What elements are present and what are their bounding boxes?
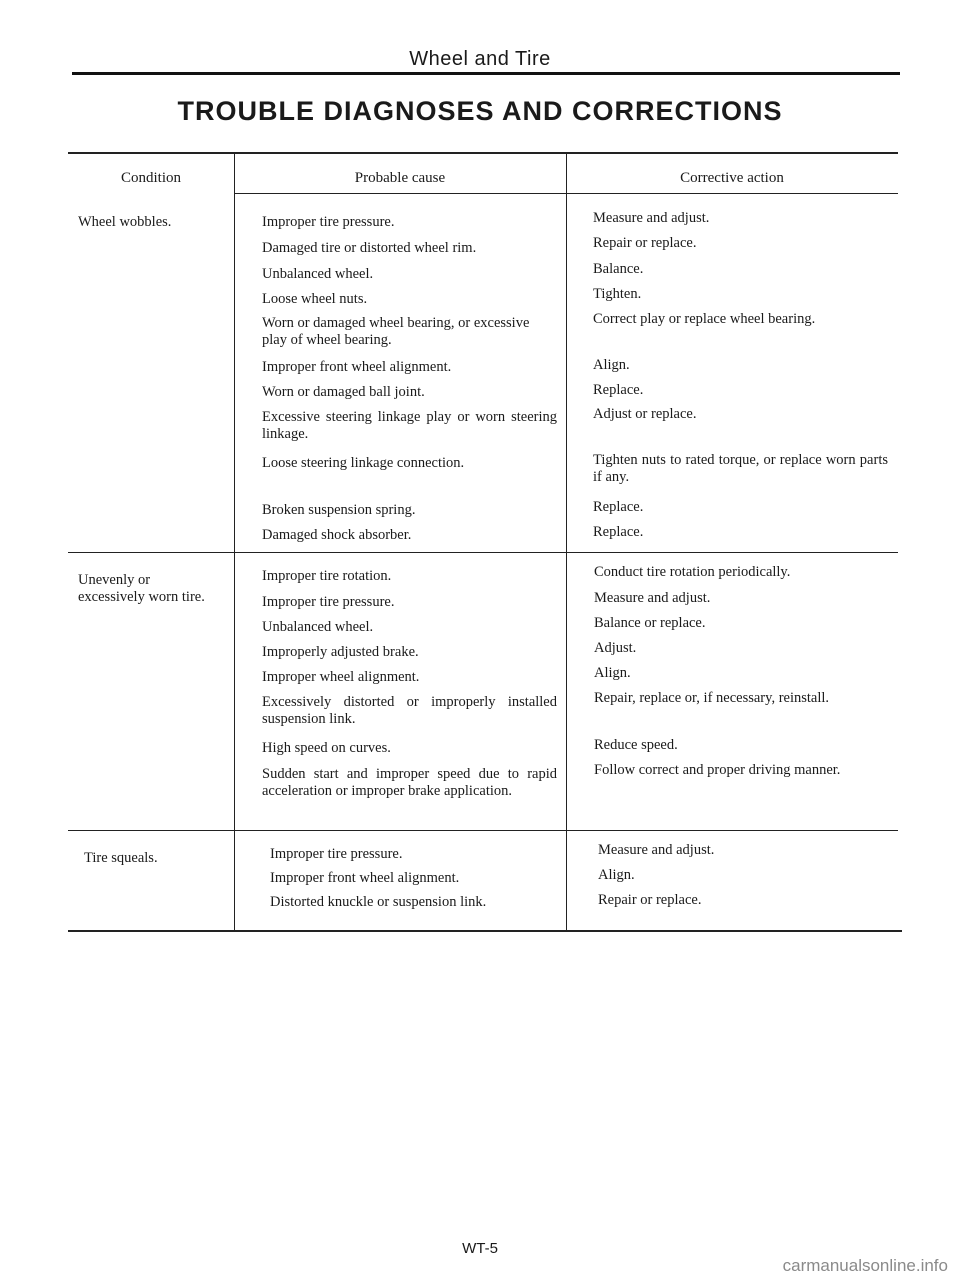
- condition-cell: Wheel wobbles.: [78, 214, 172, 230]
- action-item: Correct play or replace wheel bearing.: [593, 311, 816, 327]
- action-item: Repair, replace or, if necessary, reinstall.: [594, 690, 830, 706]
- cause-item: Loose wheel nuts.: [262, 291, 368, 307]
- action-item: Tighten.: [593, 286, 642, 302]
- condition-cell: Unevenly or excessively worn tire.: [78, 572, 205, 605]
- action-item: Replace.: [593, 524, 644, 540]
- cause-item: Improper tire pressure.: [262, 594, 395, 610]
- action-item: Measure and adjust.: [594, 590, 711, 606]
- cause-item: Worn or damaged ball joint.: [262, 384, 425, 400]
- action-item: Measure and adjust.: [593, 210, 710, 226]
- cause-item: Unbalanced wheel.: [262, 619, 374, 635]
- column-header-cause: Probable cause: [354, 170, 446, 186]
- cause-item: High speed on curves.: [262, 740, 391, 756]
- cause-item: Unbalanced wheel.: [262, 266, 374, 282]
- header-rule: [72, 72, 900, 75]
- condition-cell: Tire squeals.: [84, 850, 158, 866]
- action-item: Align.: [593, 357, 630, 373]
- action-item: Align.: [598, 867, 635, 883]
- cause-item: Sudden start and improper speed due to rapid acceleration or improper brake application.: [262, 766, 557, 799]
- column-divider-1: [234, 152, 235, 932]
- section-title: Wheel and Tire: [409, 48, 551, 70]
- page-heading: TROUBLE DIAGNOSES AND CORRECTIONS: [177, 96, 783, 126]
- action-item: Follow correct and proper driving manner.: [594, 762, 841, 778]
- cause-item: Improper front wheel alignment.: [262, 359, 452, 375]
- cause-item: Excessively distorted or improperly installed suspension link.: [262, 694, 557, 727]
- column-header-action: Corrective action: [680, 170, 784, 186]
- row-divider: [68, 552, 898, 553]
- cause-item: Improper wheel alignment.: [262, 669, 420, 685]
- action-item: Repair or replace.: [593, 235, 697, 251]
- cause-item: Distorted knuckle or suspension link.: [270, 894, 487, 910]
- action-item: Replace.: [593, 499, 644, 515]
- cause-item: Improper tire pressure.: [270, 846, 403, 862]
- cause-item: Damaged tire or distorted wheel rim.: [262, 240, 477, 256]
- action-item: Balance.: [593, 261, 644, 277]
- column-header-condition: Condition: [120, 170, 181, 186]
- table-top-rule: [68, 152, 898, 154]
- action-item: Adjust.: [594, 640, 637, 656]
- action-item: Align.: [594, 665, 631, 681]
- cause-item: Broken suspension spring.: [262, 502, 416, 518]
- cause-item: Loose steering linkage connection.: [262, 455, 465, 471]
- column-divider-2: [566, 152, 567, 932]
- action-item: Conduct tire rotation periodically.: [594, 564, 791, 580]
- action-item: Reduce speed.: [594, 737, 678, 753]
- watermark: carmanualsonline.info: [782, 1256, 948, 1275]
- cause-item: Damaged shock absorber.: [262, 527, 412, 543]
- action-item: Tighten nuts to rated torque, or replace worn parts if any.: [593, 452, 888, 485]
- cause-item: Improper tire rotation.: [262, 568, 392, 584]
- cause-item: Excessive steering linkage play or worn steering linkage.: [262, 409, 557, 442]
- action-item: Measure and adjust.: [598, 842, 715, 858]
- cause-item: Worn or damaged wheel bearing, or excessive play of wheel bearing.: [262, 315, 530, 348]
- cause-item: Improper front wheel alignment.: [270, 870, 460, 886]
- action-item: Replace.: [593, 382, 644, 398]
- action-item: Repair or replace.: [598, 892, 702, 908]
- cause-item: Improper tire pressure.: [262, 214, 395, 230]
- cause-item: Improperly adjusted brake.: [262, 644, 419, 660]
- header-underline: [234, 193, 898, 194]
- page-number: WT-5: [462, 1240, 498, 1257]
- row-divider: [68, 830, 898, 831]
- action-item: Adjust or replace.: [593, 406, 697, 422]
- action-item: Balance or replace.: [594, 615, 706, 631]
- table-bottom-rule: [68, 930, 902, 932]
